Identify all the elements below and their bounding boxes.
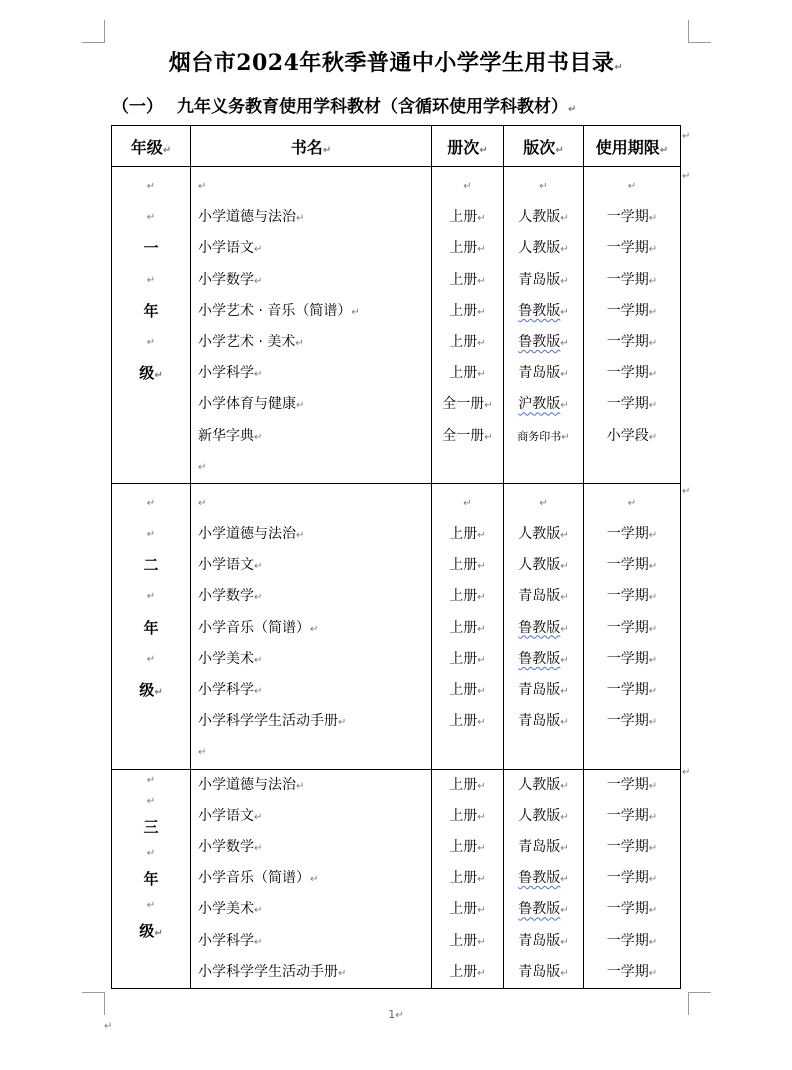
book-volume: 上册↵ (449, 526, 486, 543)
grade-group-row (112, 769, 681, 988)
book-edition: 人教版↵ (518, 557, 569, 574)
book-name: 小学科学↵ (198, 682, 263, 698)
header-edition: 版次↵ (504, 126, 584, 167)
document-title: 烟台市2024年秋季普通中小学学生用书目录↵ (168, 50, 624, 76)
paragraph-mark: ↵ (539, 497, 548, 509)
row-end-mark: ↵ (682, 131, 691, 142)
book-volume: 上册↵ (449, 901, 486, 918)
paragraph-mark: ↵ (627, 181, 637, 192)
grade-paragraph-mark: ↵ (146, 336, 156, 348)
grade-paragraph-mark: ↵ (146, 181, 156, 192)
book-term: 一学期↵ (606, 588, 658, 605)
grade-char: 年 (143, 618, 159, 637)
grade-cell (112, 769, 191, 988)
book-edition: 人教版↵ (518, 526, 569, 543)
book-term: 一学期↵ (606, 838, 658, 855)
table-header-row (112, 126, 681, 167)
book-volume: 上册↵ (449, 807, 486, 824)
grade-char: 二 (143, 556, 159, 575)
grade-group-row (112, 483, 681, 769)
book-name: 小学数学↵ (198, 838, 263, 855)
grade-paragraph-mark: ↵ (146, 795, 156, 807)
book-edition: 鲁教版↵ (518, 333, 569, 350)
book-term: 一学期↵ (606, 776, 658, 793)
book-name-cell (191, 167, 432, 484)
header-term: 使用期限↵ (584, 126, 681, 167)
grade-paragraph-mark: ↵ (146, 653, 156, 665)
book-name-cell (191, 769, 432, 988)
grade-paragraph-mark: ↵ (146, 497, 156, 509)
book-name: 小学科学↵ (198, 932, 263, 949)
paragraph-mark: ↵ (198, 497, 207, 509)
grade-cell (112, 167, 191, 484)
book-edition: 青岛版↵ (518, 838, 569, 855)
grade-char: 级↵ (139, 921, 163, 940)
book-term: 一学期↵ (606, 807, 658, 824)
header-volume: 册次↵ (432, 126, 504, 167)
book-edition-cell (504, 483, 584, 769)
grade-char: 级↵ (139, 364, 163, 383)
book-edition: 人教版↵ (518, 776, 569, 793)
book-edition: 青岛版↵ (518, 713, 569, 730)
book-edition: 青岛版↵ (518, 932, 569, 949)
book-edition: 鲁教版↵ (518, 302, 569, 319)
paragraph-mark: ↵ (198, 747, 207, 759)
grade-paragraph-mark: ↵ (146, 529, 156, 541)
book-name: 小学音乐（简谱）↵ (198, 870, 319, 887)
book-volume: 上册↵ (449, 619, 486, 636)
book-term: 一学期↵ (606, 240, 658, 257)
book-term: 一学期↵ (606, 713, 658, 730)
book-volume: 上册↵ (449, 209, 486, 226)
book-term: 一学期↵ (606, 209, 658, 226)
book-volume: 全一册↵ (442, 427, 493, 444)
book-term: 一学期↵ (606, 557, 658, 574)
book-edition: 青岛版↵ (518, 588, 569, 605)
grade-char: 年 (143, 869, 159, 888)
grade-char: 年 (143, 301, 159, 320)
book-term-cell (584, 769, 681, 988)
book-name: 小学语文↵ (198, 240, 263, 257)
book-edition: 青岛版↵ (518, 963, 569, 980)
page-corner-top-right (688, 20, 711, 43)
book-term: 一学期↵ (606, 271, 658, 288)
grade-char: 级↵ (139, 681, 163, 699)
book-volume-cell (432, 167, 504, 484)
book-volume: 上册↵ (449, 271, 486, 288)
book-volume: 上册↵ (449, 838, 486, 855)
book-term-cell (584, 483, 681, 769)
book-edition: 鲁教版↵ (518, 870, 569, 887)
book-name: 新华字典↵ (198, 427, 263, 444)
grade-cell (112, 483, 191, 769)
book-name: 小学数学↵ (198, 588, 263, 605)
book-term: 一学期↵ (606, 365, 658, 382)
book-volume: 全一册↵ (442, 396, 493, 413)
header-grade: 年级↵ (112, 126, 191, 167)
book-term: 小学段↵ (606, 427, 658, 444)
paragraph-mark: ↵ (463, 181, 472, 192)
grade-char: 一 (143, 239, 159, 258)
book-edition: 人教版↵ (518, 240, 569, 257)
book-volume: 上册↵ (449, 650, 486, 667)
book-volume: 上册↵ (449, 588, 486, 605)
book-name: 小学科学学生活动手册↵ (198, 713, 347, 730)
paragraph-mark: ↵ (198, 181, 207, 192)
book-term: 一学期↵ (606, 932, 658, 949)
grade-paragraph-mark: ↵ (146, 847, 156, 859)
grade-group-row (112, 167, 681, 484)
book-volume: 上册↵ (449, 240, 486, 257)
book-term: 一学期↵ (606, 526, 658, 543)
book-volume: 上册↵ (449, 365, 486, 382)
grade-paragraph-mark: ↵ (146, 212, 156, 224)
book-volume: 上册↵ (449, 776, 486, 793)
book-edition-cell (504, 167, 584, 484)
book-term: 一学期↵ (606, 302, 658, 319)
book-term: 一学期↵ (606, 650, 658, 667)
section-heading: （一） 九年义务教育使用学科教材（含循环使用学科教材）↵ (112, 97, 577, 117)
book-edition: 青岛版↵ (518, 682, 569, 698)
paragraph-mark: ↵ (539, 181, 548, 192)
row-end-mark: ↵ (682, 171, 691, 182)
book-volume-cell (432, 769, 504, 988)
book-term: 一学期↵ (606, 870, 658, 887)
book-edition: 青岛版↵ (518, 271, 569, 288)
book-volume: 上册↵ (449, 302, 486, 319)
row-end-mark: ↵ (682, 767, 691, 778)
grade-paragraph-mark: ↵ (146, 274, 156, 286)
book-name: 小学语文↵ (198, 807, 263, 824)
book-name: 小学数学↵ (198, 271, 263, 288)
book-name: 小学道德与法治↵ (198, 526, 305, 543)
footer-paragraph-mark: ↵ (104, 1021, 113, 1032)
book-edition: 鲁教版↵ (518, 901, 569, 918)
paragraph-mark: ↵ (198, 461, 207, 473)
book-name: 小学美术↵ (198, 901, 263, 918)
book-term: 一学期↵ (606, 396, 658, 413)
book-name: 小学科学↵ (198, 365, 263, 382)
book-volume: 上册↵ (449, 870, 486, 887)
book-edition: 鲁教版↵ (518, 650, 569, 667)
book-name-cell (191, 483, 432, 769)
book-term: 一学期↵ (606, 682, 658, 698)
book-edition-cell (504, 769, 584, 988)
book-name: 小学体育与健康↵ (198, 396, 305, 413)
grade-paragraph-mark: ↵ (146, 774, 156, 786)
book-volume: 上册↵ (449, 713, 486, 730)
book-edition: 青岛版↵ (518, 365, 569, 382)
textbook-table (111, 125, 681, 989)
book-edition: 人教版↵ (518, 209, 569, 226)
paragraph-mark: ↵ (463, 497, 472, 509)
book-name: 小学艺术 · 音乐（简谱）↵ (198, 302, 360, 319)
book-name: 小学道德与法治↵ (198, 209, 305, 226)
book-term: 一学期↵ (606, 963, 658, 980)
page-number: 1↵ (388, 1008, 404, 1021)
book-volume: 上册↵ (449, 932, 486, 949)
book-term: 一学期↵ (606, 901, 658, 918)
grade-paragraph-mark: ↵ (146, 899, 156, 911)
book-name: 小学音乐（简谱）↵ (198, 619, 319, 636)
book-name: 小学道德与法治↵ (198, 776, 305, 793)
book-edition: 人教版↵ (518, 807, 569, 824)
book-term: 一学期↵ (606, 619, 658, 636)
book-name: 小学美术↵ (198, 650, 263, 667)
book-volume: 上册↵ (449, 682, 486, 698)
page-corner-top-left (82, 20, 105, 43)
header-name: 书名↵ (191, 126, 432, 167)
book-volume: 上册↵ (449, 963, 486, 980)
book-volume: 上册↵ (449, 557, 486, 574)
grade-paragraph-mark: ↵ (146, 591, 156, 603)
paragraph-mark: ↵ (627, 497, 637, 509)
book-volume-cell (432, 483, 504, 769)
book-edition: 商务印书↵ (517, 429, 570, 443)
row-end-mark: ↵ (682, 486, 691, 497)
book-edition: 沪教版↵ (518, 396, 569, 413)
book-name: 小学语文↵ (198, 557, 263, 574)
book-volume: 上册↵ (449, 333, 486, 350)
book-term-cell (584, 167, 681, 484)
book-term: 一学期↵ (606, 333, 658, 350)
book-edition: 鲁教版↵ (518, 619, 569, 636)
book-name: 小学科学学生活动手册↵ (198, 963, 347, 980)
book-name: 小学艺术 · 美术↵ (198, 333, 304, 350)
grade-char: 三 (143, 817, 159, 836)
